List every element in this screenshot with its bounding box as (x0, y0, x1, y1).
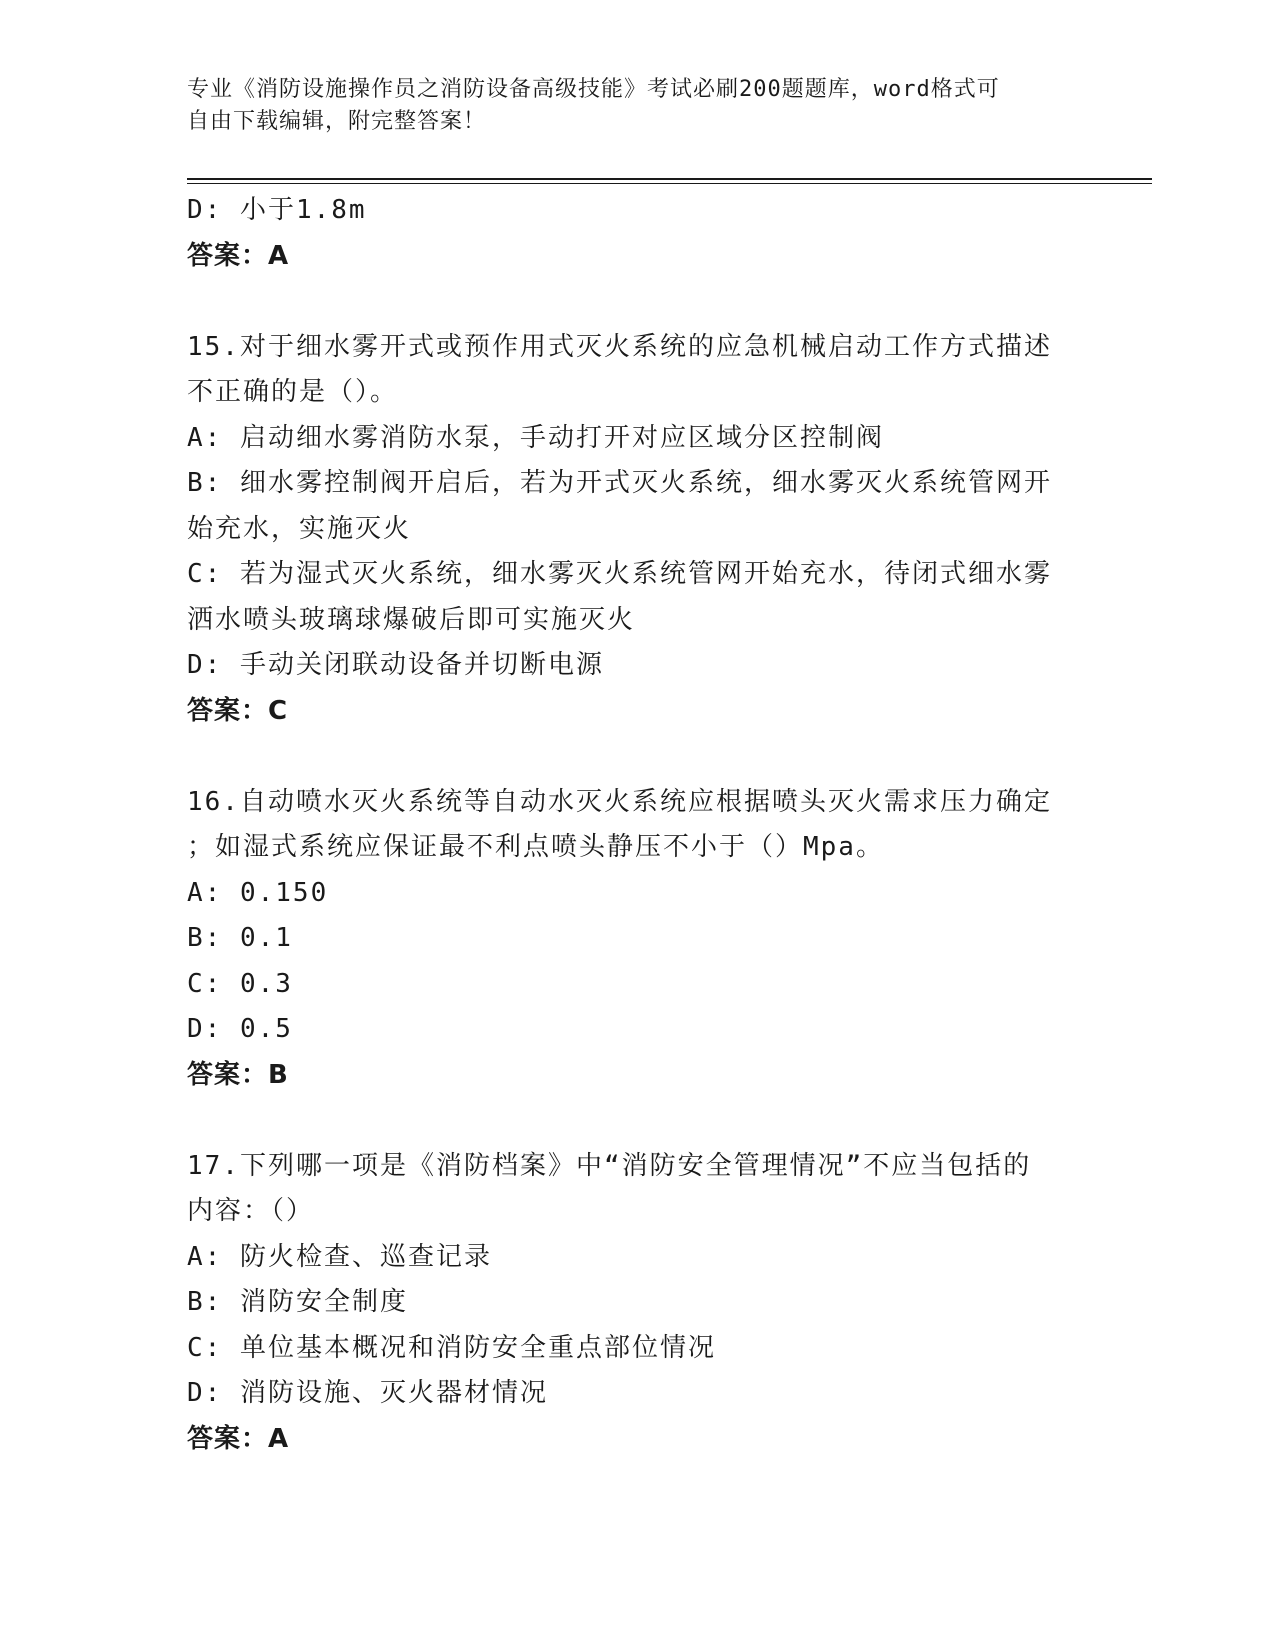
previous-question-fragment (187, 188, 1077, 279)
option-c: C: 若为湿式灭火系统，细水雾灭火系统管网开始充水，待闭式细水雾 (187, 559, 1052, 589)
option-d: D: 消防设施、灭火器材情况 (187, 1378, 548, 1408)
option-c: C: 0.3 (187, 968, 293, 999)
option-c-continued: 洒水喷头玻璃球爆破后即可实施灭火 (187, 604, 636, 635)
answer-line: 答案：C (187, 695, 289, 726)
answer-line: 答案：A (187, 240, 290, 271)
header-title-line-2: 自由下载编辑，附完整答案！ (187, 109, 487, 134)
answer-line: 答案：A (187, 1423, 290, 1454)
answer-line: 答案：B (187, 1059, 289, 1090)
header-title-line-1: 专业《消防设施操作员之消防设备高级技能》考试必刷200题题库，word格式可 (187, 77, 1000, 102)
question-16 (187, 780, 1077, 1099)
question-stem-line-2: 内容：（） (187, 1196, 315, 1226)
header-divider-thin (187, 183, 1152, 184)
option-d: D: 0.5 (187, 1014, 293, 1044)
option-a: A: 启动细水雾消防水泵，手动打开对应区域分区控制阀 (187, 422, 884, 453)
option-d: D: 小于1.8m (187, 195, 367, 225)
question-stem-line-1: 15.对于细水雾开式或预作用式灭火系统的应急机械启动工作方式描述 (187, 331, 1052, 362)
question-stem-line-1: 16.自动喷水灭火系统等自动水灭火系统应根据喷头灭火需求压力确定 (187, 786, 1052, 817)
option-b: B: 0.1 (187, 923, 293, 953)
question-15 (187, 325, 1077, 735)
option-d: D: 手动关闭联动设备并切断电源 (187, 650, 604, 680)
question-stem-line-2: 不正确的是（）。 (187, 377, 399, 407)
header-divider-thick (187, 178, 1152, 180)
option-b-continued: 始充水，实施灭火 (187, 513, 412, 544)
document-header (187, 74, 1077, 138)
option-b: B: 细水雾控制阀开启后，若为开式灭火系统，细水雾灭火系统管网开 (187, 468, 1052, 498)
option-b: B: 消防安全制度 (187, 1287, 408, 1317)
option-a: A: 防火检查、巡查记录 (187, 1241, 492, 1272)
option-a: A: 0.150 (187, 877, 329, 908)
question-stem-line-1: 17.下列哪一项是《消防档案》中“消防安全管理情况”不应当包括的 (187, 1150, 1032, 1181)
question-17 (187, 1144, 1077, 1463)
option-c: C: 单位基本概况和消防安全重点部位情况 (187, 1332, 716, 1363)
document-body (187, 188, 1077, 1462)
question-stem-line-2: ；如湿式系统应保证最不利点喷头静压不小于（）Mpa。 (187, 832, 884, 862)
